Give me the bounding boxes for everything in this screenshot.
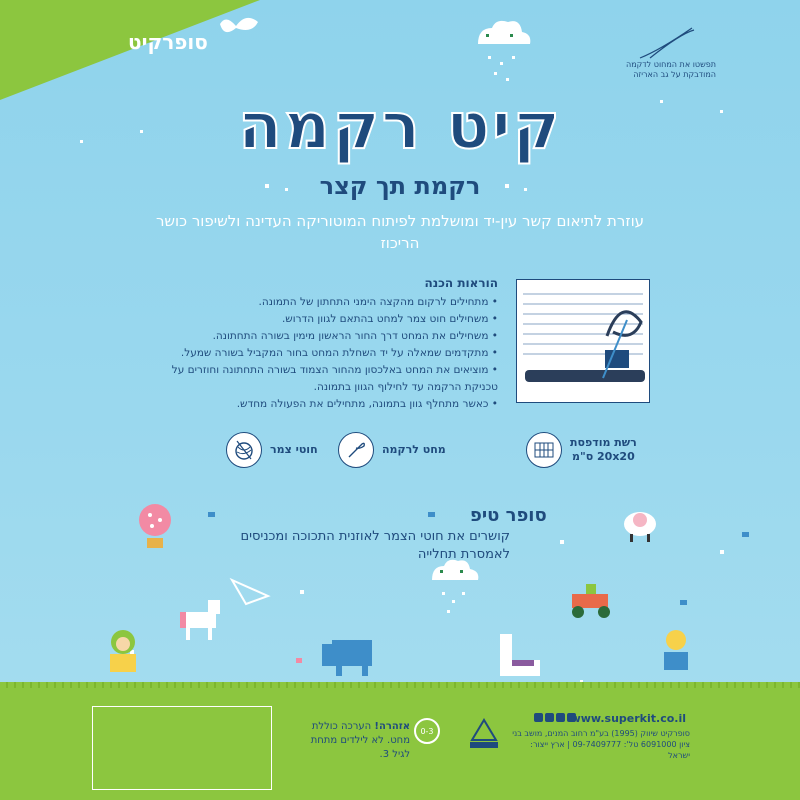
instruction-item: • משחילים את המחט דרך החור הראשון מימין בשורה התחתונה. (150, 328, 498, 345)
warning-body: הערכה כוללת מחט. לא לילדים מתחת לגיל 3. (310, 721, 410, 760)
tip-title: סופר טיפ (470, 505, 547, 526)
tip-text: קושרים את חוטי הצמר לאוזנית התכוכה ומכניסים לאמסרת תחלייה (240, 529, 510, 562)
yarn-icon (226, 432, 262, 468)
instruction-item: • משחילים חוט צמר למחט בהתאם לגוון הדרוש. (150, 311, 498, 328)
cloud-icon (432, 560, 478, 613)
stitch-illustration (517, 280, 649, 402)
grid-icon (526, 432, 562, 468)
feature-label: חוטי צמר (270, 443, 318, 456)
feature-sub: 20x20 ס"מ (572, 450, 635, 463)
flower-pot-icon (664, 630, 688, 670)
needle-icon (338, 432, 374, 468)
feature-label: רשת מודפסת (570, 436, 637, 449)
brand-logo: סופרקיט (128, 30, 208, 54)
elephant-icon (322, 640, 372, 676)
sheep-icon (624, 512, 656, 542)
feature-label: מחט לרקמה (382, 443, 446, 456)
llama-icon (500, 634, 540, 676)
unicorn-icon (180, 600, 220, 640)
product-title: קיט רקמה (238, 90, 562, 164)
company-address: סופרקיט שיווק (1995) בע"מ רחוב המנים, מושב בני ציון 6091000 טל': 09-7409777 | ארץ ייצור: ישראל (512, 729, 690, 760)
feature-needle (338, 430, 446, 470)
instructions-heading: הוראות הכנה (424, 276, 498, 290)
feature-yarn (226, 430, 318, 470)
stitch-demo-image (516, 279, 650, 403)
made-in-israel-logo (464, 712, 504, 752)
warning-text (290, 720, 410, 762)
needle-thread-icon (640, 28, 694, 58)
product-subtitle: רקמת תך קצר (319, 172, 481, 200)
warning-title: אזהרה! (374, 721, 410, 732)
age-badge: 0-3 (420, 726, 434, 736)
age-warning-icon (414, 718, 440, 744)
speech-bubble (232, 580, 268, 604)
cloud-icon (478, 21, 530, 81)
hanger-note: תפשטו את המחוט לדקמה המודבקת על גב האריזה (625, 60, 716, 79)
website-link[interactable]: www.superkit.co.il (570, 712, 686, 725)
product-description: עוזרת לתיאום קשר עין-יד ומושלמת לפיתוח המוטוריקה העדינה ולשיפור כושר הריכוז (155, 212, 645, 252)
instruction-item: • מתחילים לרקום מהקצה הימני התחתון של התמונה. (150, 294, 498, 311)
instructions-list (150, 294, 498, 413)
balloon-icon (139, 504, 171, 548)
instruction-item: • מתקדמים שמאלה על יד השחלת המחט בחור המקביל בשורה שמעל. (150, 345, 498, 362)
barcode-area (92, 706, 272, 790)
feature-grid (526, 430, 637, 470)
instruction-item: • מוציאים את המחט באלכסון מהחור הצמוד בשורה התחתונה וחוזרים על טכניקת הרקמה עד לחילוף הגוון בתמונה. (150, 362, 498, 396)
instruction-item: • כאשר מתחלף גוון בתמונה, מתחילים את הפעולה מחדש. (150, 396, 498, 413)
scooter-icon (572, 584, 610, 618)
